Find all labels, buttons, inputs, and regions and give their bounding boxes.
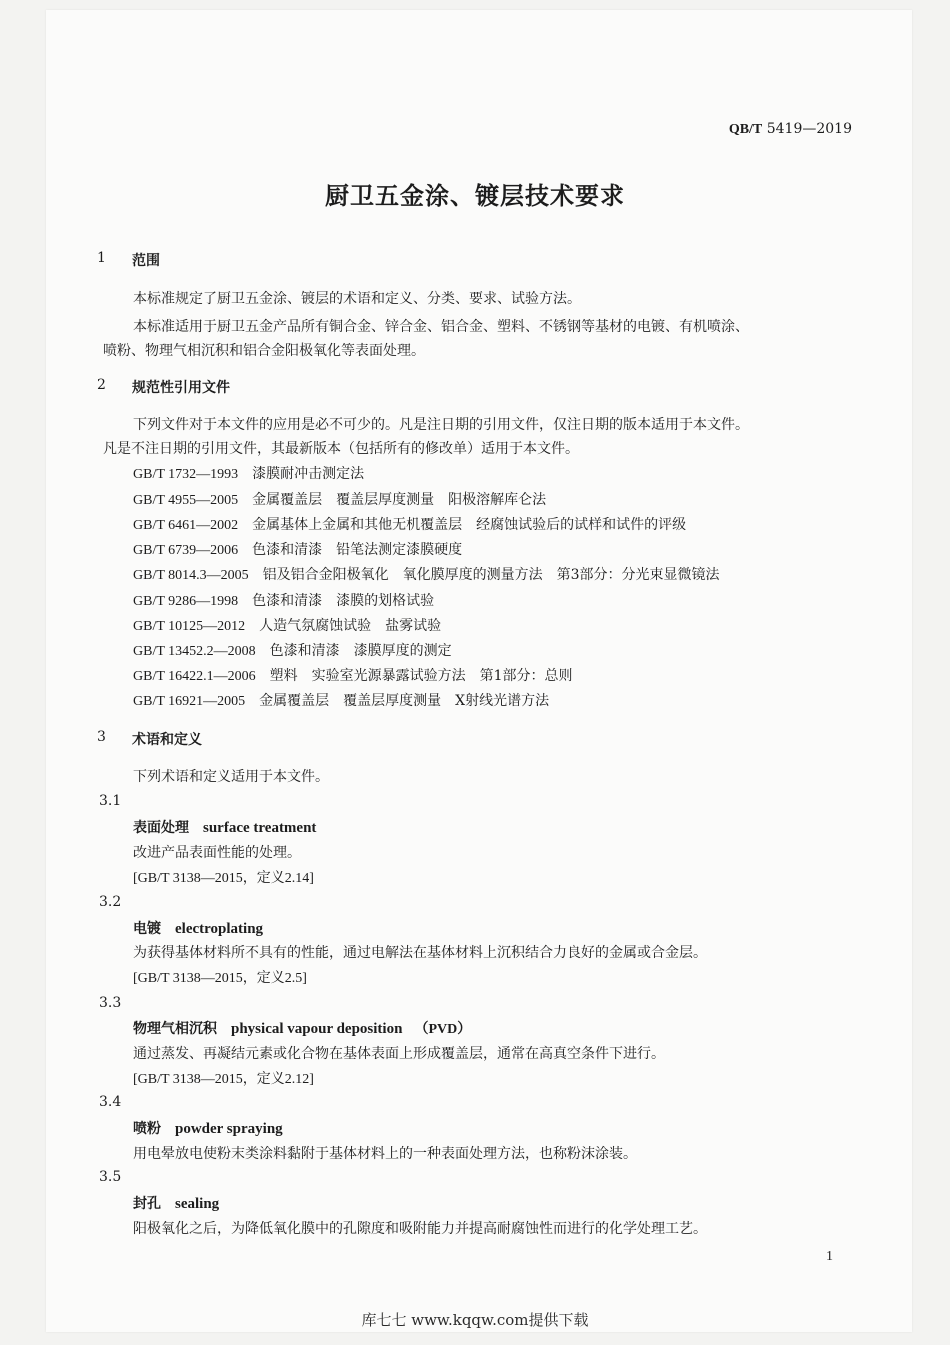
section-number: 3: [97, 729, 106, 745]
download-footer: 库七七 www.kqqw.com提供下载: [361, 1311, 589, 1329]
document-title: 厨卫五金涂、镀层技术要求: [325, 182, 625, 210]
term-number: 3.5: [99, 1169, 122, 1185]
term-english: sealing: [175, 1196, 220, 1212]
reference-title: 金属基体上金属和其他无机覆盖层 经腐蚀试验后的试样和试件的评级: [252, 517, 687, 533]
term-definition: 阳极氧化之后，为降低氧化膜中的孔隙度和吸附能力并提高耐腐蚀性而进行的化学处理工艺。: [133, 1221, 707, 1237]
reference-item: [133, 665, 573, 685]
term-heading: [133, 918, 263, 938]
term-english: powder spraying: [175, 1121, 283, 1137]
section-number: 2: [97, 377, 106, 393]
term-number: 3.3: [99, 995, 122, 1011]
term-source: [GB/T 3138—2015，定义2.12]: [133, 1072, 314, 1087]
reference-item: [133, 564, 720, 584]
term-definition: 通过蒸发、再凝结元素或化合物在基体表面上形成覆盖层，通常在高真空条件下进行。: [133, 1046, 665, 1062]
reference-code: GB/T 13452.2—2008: [133, 644, 256, 659]
term-number: 3.2: [99, 894, 122, 910]
term-definition: 为获得基体材料所不具有的性能，通过电解法在基体材料上沉积结合力良好的金属或合金层。: [133, 945, 707, 961]
reference-code: GB/T 10125—2012: [133, 619, 246, 634]
term-number: 3.4: [99, 1094, 122, 1110]
term-english: electroplating: [175, 921, 264, 937]
term-heading: [133, 1118, 283, 1138]
reference-code: GB/T 16921—2005: [133, 694, 246, 709]
term-chinese: 表面处理: [133, 820, 189, 836]
reference-item: [133, 463, 364, 483]
paragraph: 下列文件对于本文件的应用是必不可少的。凡是注日期的引用文件，仅注日期的版本适用于本文件。: [133, 417, 749, 433]
term-english: physical vapour deposition: [231, 1021, 403, 1037]
reference-code: GB/T 9286—1998: [133, 594, 239, 609]
section-title: 规范性引用文件: [132, 380, 230, 396]
paragraph: 本标准规定了厨卫五金涂、镀层的术语和定义、分类、要求、试验方法。: [133, 291, 581, 307]
reference-item: [133, 615, 441, 635]
section-number: 1: [97, 250, 106, 266]
paragraph: 喷粉、物理气相沉积和铝合金阳极氧化等表面处理。: [103, 343, 425, 359]
section-title: 术语和定义: [132, 732, 202, 748]
term-chinese: 封孔: [133, 1196, 161, 1212]
reference-item: [133, 640, 452, 660]
reference-title: 色漆和清漆 漆膜厚度的测定: [269, 643, 452, 659]
reference-code: GB/T 16422.1—2006: [133, 669, 256, 684]
reference-item: [133, 690, 549, 710]
term-heading: [133, 1018, 471, 1038]
page-number: 1: [826, 1249, 833, 1264]
term-abbreviation: （PVD）: [414, 1022, 472, 1037]
reference-item: [133, 539, 462, 559]
paragraph: 下列术语和定义适用于本文件。: [133, 769, 329, 785]
reference-code: GB/T 6739—2006: [133, 543, 239, 558]
reference-code: GB/T 8014.3—2005: [133, 568, 249, 583]
term-english: surface treatment: [203, 820, 317, 836]
term-number: 3.1: [99, 793, 122, 809]
term-source: [GB/T 3138—2015，定义2.5]: [133, 971, 307, 986]
term-definition: 改进产品表面性能的处理。: [133, 845, 301, 861]
reference-code: GB/T 6461—2002: [133, 518, 239, 533]
reference-title: 漆膜耐冲击测定法: [252, 466, 365, 482]
reference-item: [133, 514, 686, 534]
reference-item: [133, 489, 546, 509]
paragraph: 本标准适用于厨卫五金产品所有铜合金、锌合金、铝合金、塑料、不锈钢等基材的电镀、有机喷涂、: [133, 319, 749, 335]
section-title: 范围: [132, 253, 160, 269]
term-definition: 用电晕放电使粉末类涂料黏附于基体材料上的一种表面处理方法，也称粉沫涂装。: [133, 1146, 637, 1162]
reference-code: GB/T 1732—1993: [133, 467, 239, 482]
term-heading: [133, 1193, 219, 1213]
reference-title: 金属覆盖层 覆盖层厚度测量 X射线光谱方法: [259, 693, 550, 709]
reference-item: [133, 590, 434, 610]
reference-title: 色漆和清漆 漆膜的划格试验: [252, 593, 435, 609]
term-chinese: 喷粉: [133, 1121, 161, 1137]
reference-title: 金属覆盖层 覆盖层厚度测量 阳极溶解库仑法: [252, 492, 547, 508]
term-heading: [133, 817, 316, 837]
term-chinese: 物理气相沉积: [133, 1021, 217, 1037]
reference-title: 色漆和清漆 铅笔法测定漆膜硬度: [252, 542, 463, 558]
reference-title: 塑料 实验室光源暴露试验方法 第1部分：总则: [269, 668, 573, 684]
reference-title: 铝及铝合金阳极氧化 氧化膜厚度的测量方法 第3部分：分光束显微镜法: [262, 567, 720, 583]
term-source: [GB/T 3138—2015，定义2.14]: [133, 871, 314, 886]
term-chinese: 电镀: [133, 921, 161, 937]
paragraph: 凡是不注日期的引用文件，其最新版本（包括所有的修改单）适用于本文件。: [103, 441, 579, 457]
reference-title: 人造气氛腐蚀试验 盐雾试验: [259, 618, 442, 634]
standard-number: QB/T 5419—2019: [728, 121, 852, 137]
reference-code: GB/T 4955—2005: [133, 493, 239, 508]
